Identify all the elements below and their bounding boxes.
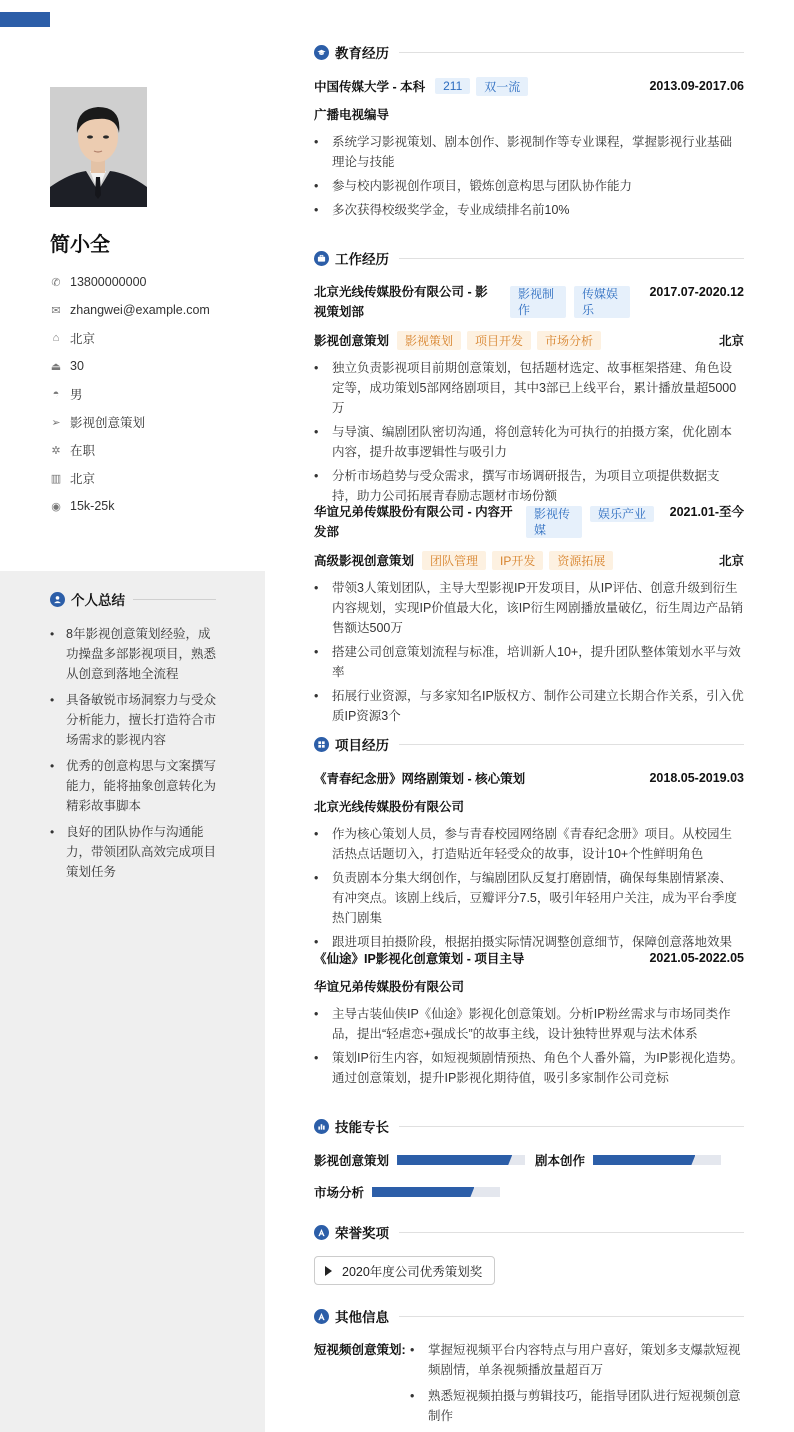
awards-heading: 荣誉奖项	[314, 1222, 744, 1242]
list-item: • 参与校内影视创作项目，锻炼创意构思与团队协作能力	[314, 176, 744, 196]
building-icon: ▥	[50, 472, 62, 485]
project-header-row	[314, 768, 744, 788]
job-company: 北京光线传媒股份有限公司 - 影视策划部	[314, 285, 488, 319]
skill-bar-fill	[593, 1155, 695, 1165]
avatar-portrait-icon	[50, 87, 147, 207]
award-icon	[314, 1225, 329, 1240]
project-name: 《仙途》IP影视化创意策划 - 项目主导	[314, 952, 525, 966]
graduation-cap-icon	[314, 45, 329, 60]
project-company: 华谊兄弟传媒股份有限公司	[314, 980, 465, 994]
job-tag: 娱乐产业	[590, 506, 654, 522]
job-header-row	[314, 502, 744, 542]
list-item: • 多次获得校级奖学金，专业成绩排名前10%	[314, 200, 744, 220]
briefcase-icon	[314, 251, 329, 266]
info-salary: ◉ 15k-25k	[51, 499, 115, 513]
skill-bar	[397, 1155, 525, 1165]
project-list	[314, 1004, 744, 1092]
info-email: ✉ zhangwei@example.com	[51, 303, 210, 317]
salary-icon: ◉	[51, 500, 61, 513]
avatar	[50, 87, 147, 207]
skill-name: 剧本创作	[535, 1154, 586, 1168]
job-duties-list	[314, 578, 744, 730]
list-item: • 作为核心策划人员，参与青春校园网络剧《青春纪念册》项目。从校园生活热点话题切入，打造贴近年轻受众的故事，设计10+个性鲜明角色	[314, 824, 744, 864]
job-role-row	[314, 330, 744, 350]
send-icon: ➢	[51, 416, 61, 429]
skill-bar-fill	[372, 1187, 474, 1197]
work-heading: 工作经历	[314, 248, 744, 268]
school-name: 中国传媒大学 - 本科	[314, 80, 426, 94]
list-item: • 熟悉短视频拍摄与剪辑技巧，能指导团队进行短视频创意制作	[410, 1386, 744, 1426]
list-item: • 跟进项目拍摄阶段，根据拍摄实际情况调整创意细节，保障创意落地效果	[314, 932, 744, 952]
summary-list	[50, 624, 218, 888]
list-item: • 具备敏锐市场洞察力与受众分析能力，擅长打造符合市场需求的影视内容	[50, 690, 218, 750]
skill-tag: 团队管理	[422, 551, 486, 570]
project-company: 北京光线传媒股份有限公司	[314, 800, 465, 814]
info-age: ⏏ 30	[50, 359, 84, 373]
list-item: • 负责剧本分集大纲创作，与编剧团队反复打磨剧情，确保每集剧情紧凑、有冲突点。该剧上线后，豆瓣评分7.5，吸引年轻用户关注，成为平台季度热门剧集	[314, 868, 744, 928]
age-icon: ⏏	[50, 360, 62, 373]
skill-tag: 影视策划	[397, 331, 461, 350]
skill-item	[535, 1150, 721, 1170]
list-item: • 分析市场趋势与受众需求，撰写市场调研报告，为项目立项提供数据支持，助力公司拓展青春励志题材市场份额	[314, 466, 744, 506]
summary-heading: 个人总结	[50, 589, 216, 609]
left-column	[0, 0, 265, 1432]
profile-name: 简小全	[50, 234, 110, 256]
play-icon	[325, 1266, 332, 1276]
skill-name: 市场分析	[314, 1186, 365, 1200]
education-date: 2013.09-2017.06	[649, 79, 744, 93]
education-tag: 双一流	[476, 77, 528, 96]
major-name: 广播电视编导	[314, 108, 390, 122]
job-header-row	[314, 282, 744, 322]
job-tag: 传媒娱乐	[574, 286, 630, 318]
job-date: 2017.07-2020.12	[649, 285, 744, 299]
project-name: 《青春纪念册》网络剧策划 - 核心策划	[314, 772, 526, 786]
award-name: 2020年度公司优秀策划奖	[342, 1264, 483, 1279]
project-date: 2021.05-2022.05	[649, 951, 744, 965]
job-city: 北京	[718, 334, 744, 348]
award-badge	[314, 1256, 495, 1285]
accent-bar	[0, 12, 50, 27]
info-target-city: ▥ 北京	[50, 472, 96, 486]
job-role: 高级影视创意策划	[314, 554, 415, 568]
education-header-row	[314, 76, 744, 96]
list-item: • 拓展行业资源，与多家知名IP版权方、制作公司建立长期合作关系，引入优质IP资源3个	[314, 686, 744, 726]
project-list	[314, 824, 744, 956]
skill-item	[314, 1182, 500, 1202]
list-item: • 与导演、编剧团队密切沟通，将创意转化为可执行的拍摄方案，优化剧本内容，提升故事逻辑性与吸引力	[314, 422, 744, 462]
skill-tag: IP开发	[492, 551, 543, 570]
list-item: • 掌握短视频平台内容特点与用户喜好，策划多支爆款短视频剧情，单条视频播放量超百万	[410, 1340, 744, 1380]
project-company-row	[314, 976, 744, 996]
info-status: ✲ 在职	[51, 444, 96, 458]
skill-tag: 项目开发	[467, 331, 531, 350]
status-icon: ✲	[51, 444, 61, 457]
user-icon	[50, 592, 65, 607]
gender-icon: ◓	[52, 388, 60, 400]
info-icon	[314, 1309, 329, 1324]
skill-tag: 市场分析	[537, 331, 601, 350]
info-gender: ◓ 男	[50, 380, 210, 408]
other-info-list	[410, 1340, 744, 1432]
other-info-block	[314, 1340, 744, 1432]
project-header-row	[314, 948, 744, 968]
major-row	[314, 104, 744, 124]
job-tag: 影视传媒	[526, 506, 582, 538]
projects-heading: 项目经历	[314, 734, 744, 754]
list-item: • 搭建公司创意策划流程与标准，培训新人10+，提升团队整体策划水平与效率	[314, 642, 744, 682]
grid-icon	[314, 737, 329, 752]
list-item: • 策划IP衍生内容，如短视频剧情预热、角色个人番外篇，为IP影视化造势。通过创意策划，提升IP影视化期待值，吸引多家制作公司竞标	[314, 1048, 744, 1088]
job-date: 2021.01-至今	[669, 505, 744, 519]
other-info-key: 短视频创意策划:	[314, 1343, 406, 1357]
job-city: 北京	[718, 554, 744, 568]
list-item: • 系统学习影视策划、剧本创作、影视制作等专业课程，掌握影视行业基础理论与技能	[314, 132, 744, 172]
education-heading: 教育经历	[314, 42, 744, 62]
job-company: 华谊兄弟传媒股份有限公司 - 内容开发部	[314, 505, 513, 539]
job-tag: 影视制作	[510, 286, 566, 318]
info-target-job: ➢ 影视创意策划	[51, 416, 146, 430]
list-item: • 优秀的创意构思与文案撰写能力，能将抽象创意转化为精彩故事脚本	[50, 756, 218, 816]
skills-heading: 技能专长	[314, 1116, 744, 1136]
info-phone: ✆ 13800000000	[51, 275, 147, 289]
skill-tag: 资源拓展	[549, 551, 613, 570]
skill-bar	[593, 1155, 721, 1165]
list-item: • 8年影视创意策划经验，成功操盘多部影视项目，熟悉从创意到落地全流程	[50, 624, 218, 684]
skill-bar-fill	[397, 1155, 512, 1165]
mail-icon: ✉	[51, 304, 61, 317]
skill-item	[314, 1150, 525, 1170]
education-list	[314, 132, 744, 224]
skill-bar	[372, 1187, 500, 1197]
job-role: 影视创意策划	[314, 334, 390, 348]
job-role-row	[314, 550, 744, 570]
skill-name: 影视创意策划	[314, 1154, 390, 1168]
project-company-row	[314, 796, 744, 816]
list-item: • 带领3人策划团队，主导大型影视IP开发项目，从IP评估、创意升级到衍生内容规划，实现IP价值最大化，该IP衍生网剧播放量破亿，衍生周边产品销售额达500万	[314, 578, 744, 638]
bar-chart-icon	[314, 1119, 329, 1134]
info-location: ⌂ 北京	[50, 324, 210, 352]
job-duties-list	[314, 358, 744, 510]
home-icon: ⌂	[52, 332, 60, 344]
contact-info-list	[50, 268, 210, 520]
project-date: 2018.05-2019.03	[649, 771, 744, 785]
phone-icon: ✆	[51, 276, 61, 289]
list-item: • 独立负责影视项目前期创意策划，包括题材选定、故事框架搭建、角色设定等，成功策划5部网络剧项目，其中3部已上线平台，累计播放量超5000万	[314, 358, 744, 418]
list-item: • 主导古装仙侠IP《仙途》影视化创意策划。分析IP粉丝需求与市场同类作品，提出“轻虐恋+强成长”的故事主线，设计独特世界观与法术体系	[314, 1004, 744, 1044]
list-item: • 良好的团队协作与沟通能力，带领团队高效完成项目策划任务	[50, 822, 218, 882]
other-heading: 其他信息	[314, 1306, 744, 1326]
education-tag: 211	[435, 78, 470, 94]
